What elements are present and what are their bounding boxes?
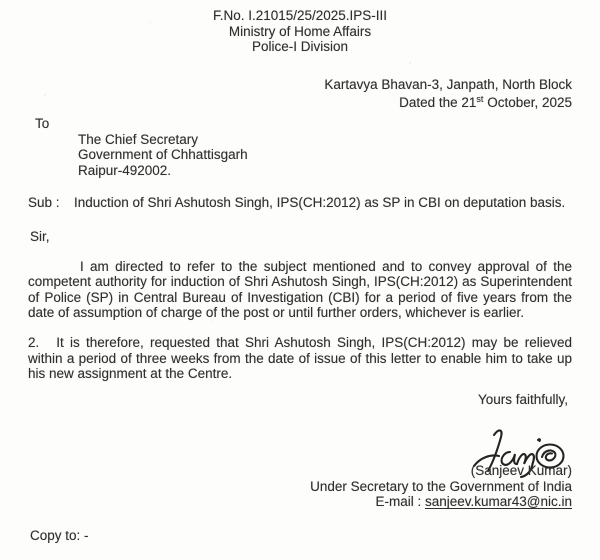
- email-label: E-mail :: [375, 494, 425, 510]
- body-paragraph-1: I am directed to refer to the subject mentioned and to convey approval of the competent authority for induction of Shri Ashutosh Singh, IPS(CH:2012) as Superintendent of Police (SP) in Central Bureau of Investigation (CBI) for a period of five years from the date of assumption of charge of the post or until further orders, whichever is earlier.: [28, 258, 572, 321]
- email-address: sanjeev.kumar43@nic.in: [424, 494, 572, 510]
- letter-header: [28, 8, 572, 55]
- date-ordinal-superscript: st: [476, 94, 484, 105]
- recipient-city: Raipur-492002.: [78, 162, 172, 178]
- paragraph-number: 2.: [28, 334, 40, 350]
- to-label: To: [35, 115, 50, 131]
- recipient-name: The Chief Secretary: [78, 131, 199, 147]
- office-address: Kartavya Bhavan-3, Janpath, North Block: [324, 76, 572, 92]
- closing-valediction: Yours faithfully,: [477, 391, 568, 407]
- email-line: [28, 494, 572, 510]
- address-date-block: [28, 77, 572, 111]
- copy-to-label: Copy to: -: [30, 528, 89, 544]
- recipient-org: Government of Chhattisgarh: [78, 147, 248, 163]
- subject-text: Induction of Shri Ashutosh Singh, IPS(CH:2012) as SP in CBI on deputation basis.: [74, 195, 566, 211]
- division-name: Police-I Division: [251, 39, 349, 55]
- subject-row: [28, 195, 572, 211]
- body-paragraph-2: [28, 335, 572, 382]
- date-prefix: Dated the 21: [399, 95, 477, 111]
- signature-block: [28, 426, 572, 510]
- letter-date: [28, 92, 572, 111]
- ministry-name: Ministry of Home Affairs: [228, 23, 372, 39]
- signatory-title: Under Secretary to the Government of India: [310, 478, 572, 494]
- recipient-block: [78, 132, 572, 179]
- date-suffix: October, 2025: [483, 95, 572, 111]
- subject-label: Sub :: [28, 195, 60, 211]
- salutation: Sir,: [30, 228, 50, 244]
- file-number: F.No. I.21015/25/2025.IPS-III: [212, 8, 388, 23]
- paragraph-2-text: It is therefore, requested that Shri Ashutosh Singh, IPS(CH:2012) may be relieved within a period of three weeks from the date of issue of this letter to enable him to take up his new assignment at the Centre.: [28, 334, 572, 382]
- signatory-name: (Sanjeev Kumar): [470, 463, 572, 479]
